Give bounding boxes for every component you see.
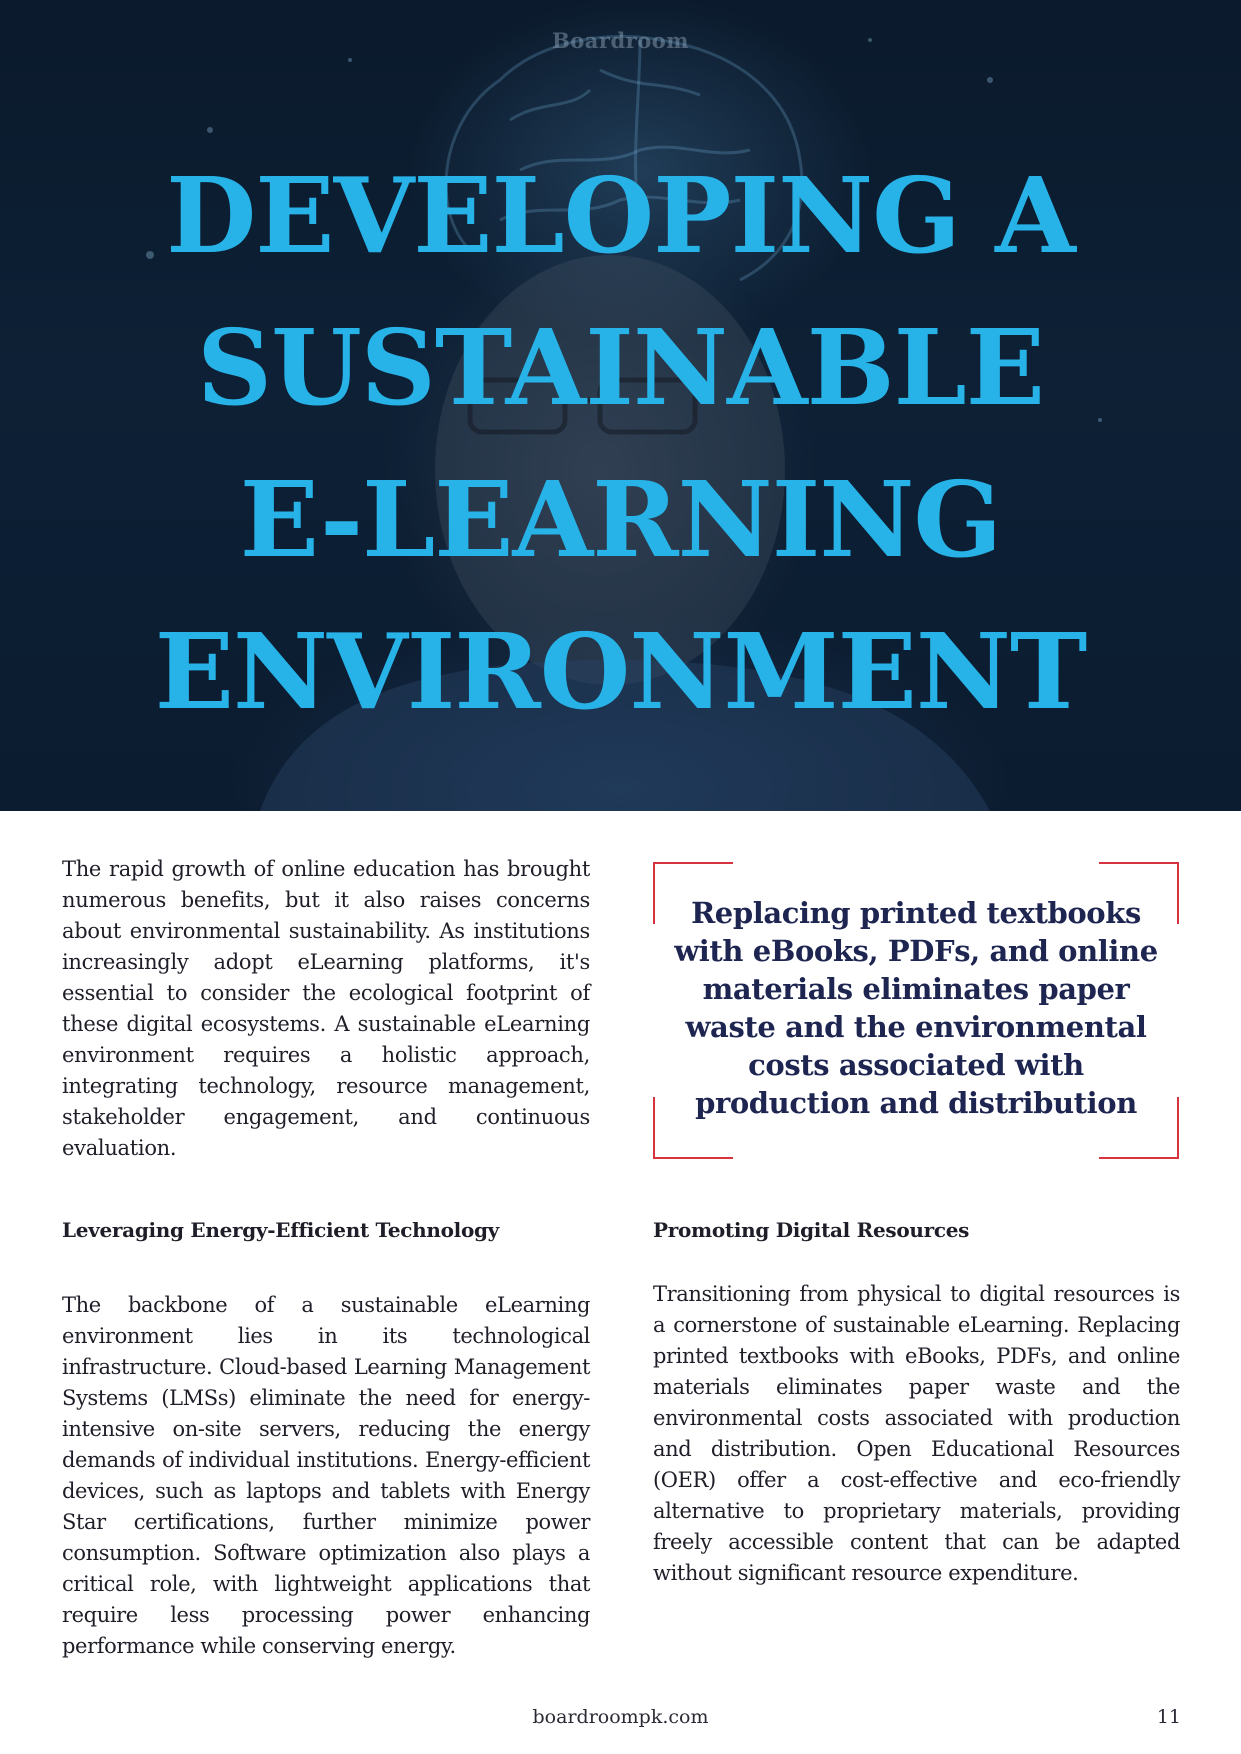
pull-quote-text: Replacing printed textbooks with eBooks, PDFs, and online materials eliminates paper waste and the environmental costs associated with production and distribution [674,896,1158,1120]
intro-paragraph: The rapid growth of online education has brought numerous benefits, but it also raises concerns about environmental sustainability. As institutions increasingly adopt eLearning platforms, it's essential to consider the ecological footprint of these digital ecosystems. A sustainable eLearning environment requires a holistic approach, integrating technology, resource management, stakeholder engagement, and continuous evaluation. [62,857,590,1160]
section-energy-efficient-technology [62,1290,590,1662]
brand-logo-text: Boardroom [552,28,689,53]
hero-banner [0,0,1241,811]
page-title [0,140,1241,748]
title-line: DEVELOPING A [166,154,1075,277]
section-digital-resources [653,1279,1180,1589]
pull-quote [653,862,1179,1159]
section-heading-digital-resources: Promoting Digital Resources [653,1218,970,1242]
page-number: 11 [1156,1706,1181,1728]
footer-website-link[interactable]: boardroompk.com [532,1706,709,1728]
title-line: SUSTAINABLE [197,306,1044,429]
section-body: The backbone of a sustainable eLearning environment lies in its technological infrastructure. Cloud-based Learning Management Systems (LMSs) eliminate the need for energy-intensive on-site servers, reducing the energy demands of individual institutions. Energy-efficient devices, such as laptops and tablets with Energy Star certifications, further minimize power consumption. Software optimization also plays a critical role, with lightweight applications that require less processing power enhancing performance while conserving energy. [62,1293,590,1658]
title-line: E-LEARNING [239,458,1002,581]
section-body: Transitioning from physical to digital resources is a cornerstone of sustainable eLearning. Replacing printed textbooks with eBooks, PDFs, and online materials eliminates paper waste and the environmental costs associated with production and distribution. Open Educational Resources (OER) offer a cost-effective and eco-friendly alternative to proprietary materials, providing freely accessible content that can be adapted without significant resource expenditure. [653,1282,1180,1585]
intro-column [62,854,590,1164]
section-heading-energy-efficient-technology: Leveraging Energy-Efficient Technology [62,1218,499,1242]
title-line: ENVIRONMENT [154,610,1087,733]
